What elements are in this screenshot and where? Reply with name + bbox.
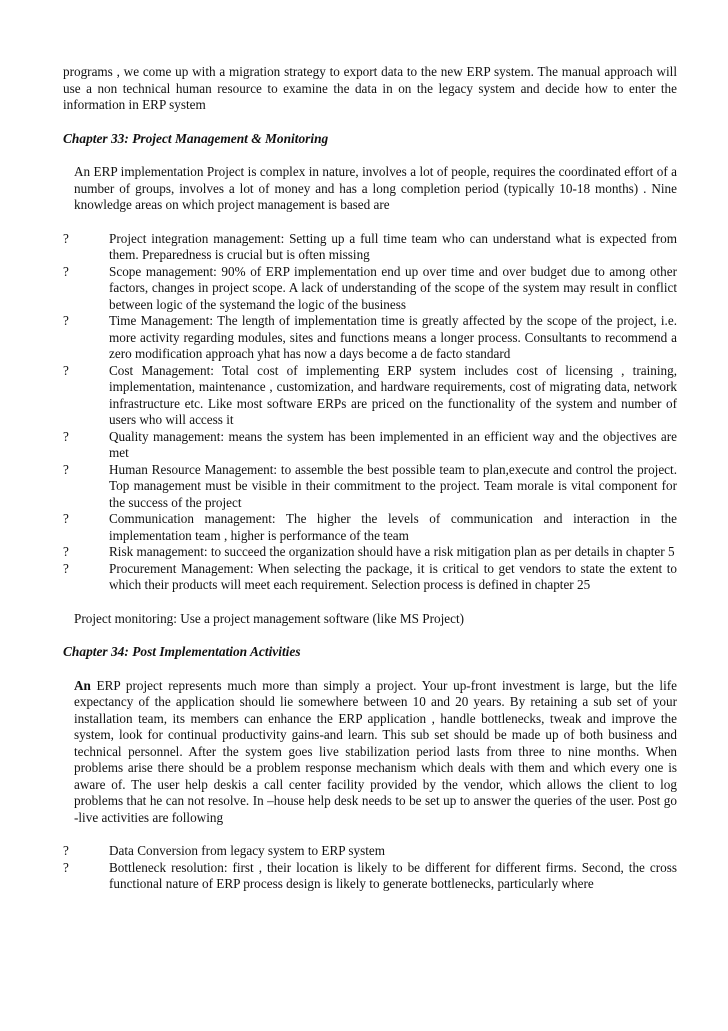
bullet-symbol: ? [63,511,69,526]
list-item-text: Time Management: The length of implementation time is greatly affected by the scope of the project, i.e. more activity regarding modules, sites and functions means a longer process. Consultants to recommend a zero modification approach yhat has now a days become a de facto standard [109,313,677,361]
list-item-text: Procurement Management: When selecting the package, it is critical to get vendors to state the extent to which their products will meet each requirement. Selection process is defined in chapter 25 [109,560,677,592]
list-item-text: Scope management: 90% of ERP implementation end up over time and over budget due to among other factors, changes in project scope. A lack of understanding of the scope of the system may result in conflict between logic of the systemand the logic of the business [109,263,677,312]
bullet-symbol: ? [63,859,69,875]
chapter-34-body-text: ERP project represents much more than simply a project. Your up-front investment is large, but the life expectancy of the application should lie somewhere between 10 and 20 years. By retaining a sub set of your installation team, its members can enhance the ERP application , handle bottlenecks, tweak and improve the system, look for continual productivity gains-and learn. This sub set should be made up of both business and technical personnel. After the system goes live stabilization period lasts from three to nine months. When problems arise there should be a problem response mechanism which deals with them and which every one is aware of. The user help deskis a call center facility provided by the vendor, which allows the client to log problems that he can not resolve. In –house help desk needs to be set up to answer the queries of the user. Post go -live activities are following [74,677,677,825]
list-item [63,264,677,314]
list-item [63,462,677,512]
list-item [63,544,677,561]
list-item [63,429,677,462]
chapter-34-heading: Chapter 34: Post Implementation Activities [63,644,301,659]
list-item [63,313,677,363]
chapter-34-lead-word: An [74,677,91,693]
chapter-33-intro: An ERP implementation Project is complex in nature, involves a lot of people, requires the coordinated effort of a number of groups, involves a lot of money and has a long completion period (typically 10-18 months) . Nine knowledge areas on which project management is based are [74,164,677,212]
list-item-text: Bottleneck resolution: first , their location is likely to be different for different firms. Second, the cross functional nature of ERP process design is likely to generate bottlenecks, particularly where [109,859,677,891]
chapter-34-body [63,678,677,827]
document-page [63,64,677,893]
bullet-symbol: ? [63,313,69,328]
list-item [63,231,677,264]
list-item-text: Project integration management: Setting up a full time team who can understand what is expected from them. Preparedness is crucial but is often missing [109,230,677,262]
bullet-symbol: ? [63,560,69,576]
intro-paragraph: programs , we come up with a migration strategy to export data to the new ERP system. The manual approach will use a non technical human resource to examine the data in on the legacy system and decide how to enter the information in ERP system [63,64,677,112]
knowledge-areas-list [63,231,677,594]
bullet-symbol: ? [63,362,69,378]
list-item [63,860,677,893]
bullet-symbol: ? [63,843,69,858]
list-item-text: Communication management: The higher the levels of communication and interaction in the implementation team , higher is performance of the team [109,511,677,543]
list-item-text: Quality management: means the system has been implemented in an efficient way and the objectives are met [109,428,677,460]
project-monitoring-note: Project monitoring: Use a project management software (like MS Project) [74,610,465,626]
list-item [63,843,677,860]
list-item [63,363,677,429]
list-item-text: Risk management: to succeed the organization should have a risk mitigation plan as per details in chapter 5 [109,544,675,559]
list-item-text: Cost Management: Total cost of implementing ERP system includes cost of licensing , training, implementation, maintenance , customization, and hardware requirements, cost of migrating data, network infrastructure etc. Like most software ERPs are priced on the functionality of the system and number of users who will access it [109,362,677,427]
bullet-symbol: ? [63,230,69,246]
bullet-symbol: ? [63,544,69,559]
chapter-33-heading: Chapter 33: Project Management & Monitoring [63,130,329,146]
list-item-text: Data Conversion from legacy system to ERP system [109,843,386,858]
list-item [63,561,677,594]
bullet-symbol: ? [63,461,69,477]
list-item [63,511,677,544]
post-go-live-list [63,843,677,893]
bullet-symbol: ? [63,263,69,279]
list-item-text: Human Resource Management: to assemble the best possible team to plan,execute and control the project. Top management must be visible in their commitment to the project. Team morale is vital component for the success of the project [109,461,677,510]
bullet-symbol: ? [63,428,69,444]
